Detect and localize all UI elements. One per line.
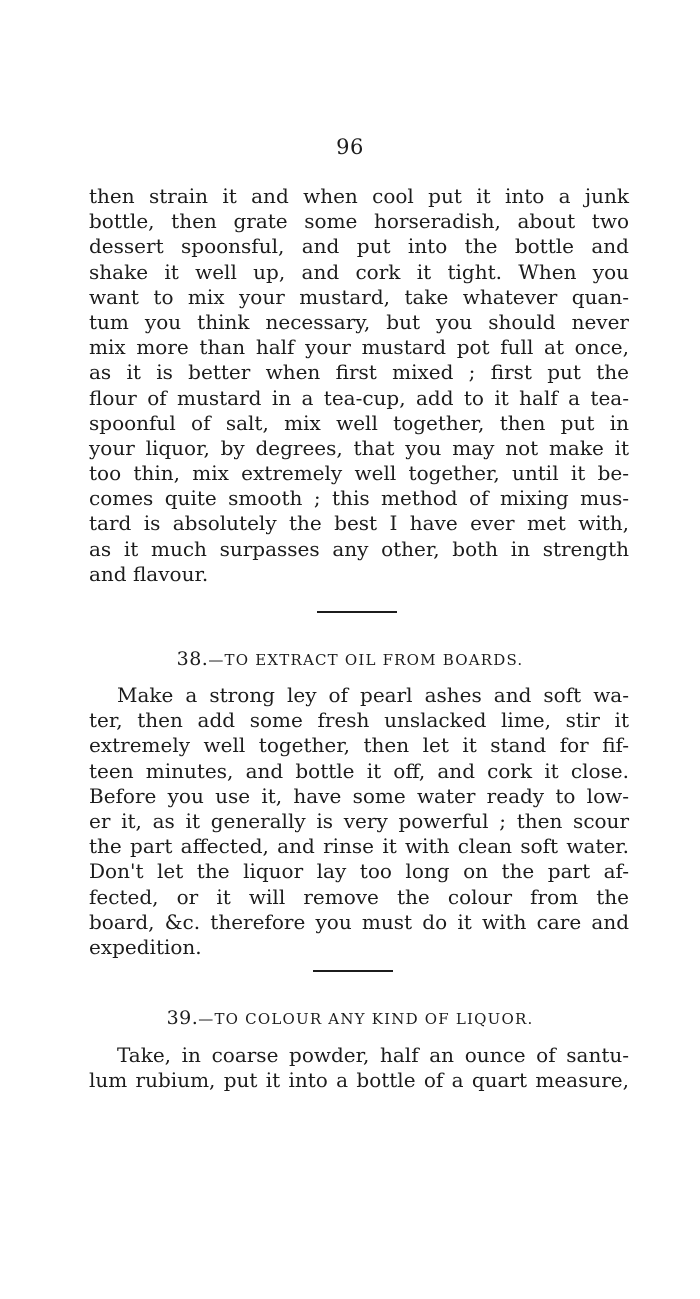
text-line: board, &c. therefore you must do it with care and bbox=[89, 909, 629, 934]
section-title: —TO EXTRACT OIL FROM BOARDS. bbox=[208, 651, 524, 669]
text-line: Don't let the liquor lay too long on the part af- bbox=[89, 859, 629, 884]
text-line: too thin, mix extremely well together, until it be- bbox=[89, 461, 629, 486]
continuation-paragraph bbox=[89, 184, 629, 587]
text-line: as it is better when first mixed ; first put the bbox=[89, 360, 629, 385]
text-line: as it much surpasses any other, both in strength bbox=[89, 536, 629, 561]
section-38-paragraph bbox=[89, 683, 629, 960]
text-line: tum you think necessary, but you should never bbox=[89, 309, 629, 334]
text-line: want to mix your mustard, take whatever quan- bbox=[89, 284, 629, 309]
section-heading-39 bbox=[0, 1007, 700, 1029]
text-line: your liquor, by degrees, that you may not make it bbox=[89, 435, 629, 460]
text-line: and flavour. bbox=[89, 561, 209, 586]
section-divider bbox=[317, 611, 397, 613]
section-39-paragraph bbox=[89, 1043, 629, 1093]
text-line: Before you use it, have some water ready to low- bbox=[89, 783, 629, 808]
page-number: 96 bbox=[336, 135, 364, 159]
text-line: comes quite smooth ; this method of mixing mus- bbox=[89, 486, 629, 511]
text-line: flour of mustard in a tea-cup, add to it half a tea- bbox=[89, 385, 629, 410]
text-line: bottle, then grate some horseradish, about two bbox=[89, 209, 629, 234]
text-line: spoonful of salt, mix well together, then put in bbox=[89, 410, 629, 435]
text-line: Make a strong ley of pearl ashes and soft wa- bbox=[117, 683, 629, 707]
text-line: tard is absolutely the best I have ever met with, bbox=[89, 511, 629, 536]
text-line: the part affected, and rinse it with clean soft water. bbox=[89, 834, 629, 859]
text-line: fected, or it will remove the colour from the bbox=[89, 884, 629, 909]
section-heading-38 bbox=[0, 648, 700, 670]
text-line: ter, then add some fresh unslacked lime, stir it bbox=[89, 708, 629, 733]
text-line: lum rubium, put it into a bottle of a quart measure, bbox=[89, 1068, 629, 1093]
text-line: Take, in coarse powder, half an ounce of santu- bbox=[117, 1043, 629, 1067]
section-title: —TO COLOUR ANY KIND OF LIQUOR. bbox=[198, 1010, 534, 1028]
text-line: mix more than half your mustard pot full at once, bbox=[89, 335, 629, 360]
text-line: expedition. bbox=[89, 934, 202, 959]
text-line: dessert spoonsful, and put into the bottle and bbox=[89, 234, 629, 259]
text-line: shake it well up, and cork it tight. When you bbox=[89, 259, 629, 284]
section-divider bbox=[313, 970, 393, 972]
text-line: teen minutes, and bottle it off, and cork it close. bbox=[89, 758, 629, 783]
text-line: extremely well together, then let it stand for fif- bbox=[89, 733, 629, 758]
text-line: then strain it and when cool put it into a junk bbox=[89, 184, 629, 208]
section-number: 38. bbox=[176, 648, 209, 670]
section-number: 39. bbox=[166, 1007, 199, 1029]
text-line: er it, as it generally is very powerful ; then scour bbox=[89, 808, 629, 833]
